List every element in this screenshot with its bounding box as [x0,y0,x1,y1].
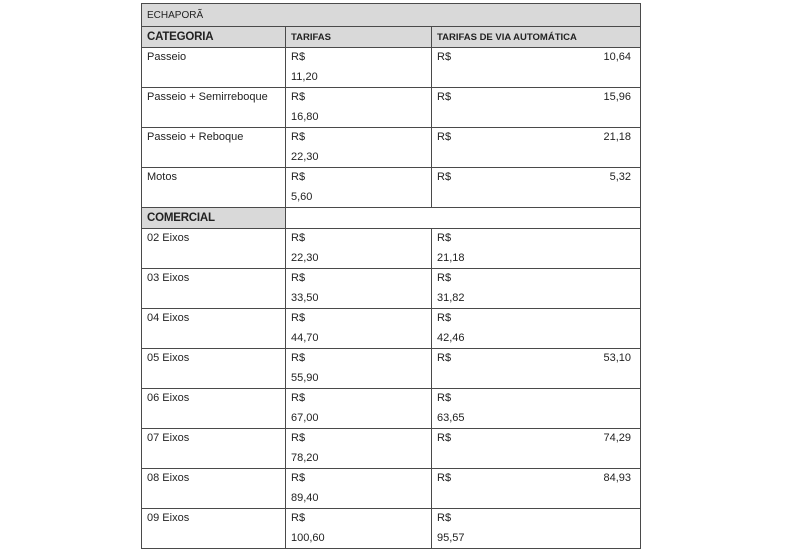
auto-tariff-value: 74,29 [603,432,631,444]
currency-label: R$ [437,171,452,183]
category-cell: Passeio [147,51,187,63]
category-cell: 02 Eixos [147,232,190,244]
currency-label: R$ [291,272,306,284]
auto-tariff-value: 21,18 [603,131,631,143]
category-header: CATEGORIA [142,27,286,48]
currency-label: R$ [437,512,452,524]
table-row [142,168,641,208]
category-cell: Passeio + Semirreboque [147,91,268,103]
category-cell: 05 Eixos [147,352,190,364]
currency-label: R$ [291,312,306,324]
title-row [142,4,641,27]
currency-label: R$ [291,171,306,183]
table-row [142,389,641,429]
currency-label: R$ [291,131,306,143]
category-cell: Motos [147,171,177,183]
table-row [142,269,641,309]
table-row [142,429,641,469]
category-cell: 04 Eixos [147,312,190,324]
tariff-value: 89,40 [291,492,319,504]
currency-label: R$ [437,91,452,103]
currency-label: R$ [437,272,452,284]
auto-tariff-value: 63,65 [437,412,465,424]
auto-tariff-value: 84,93 [603,472,631,484]
table-row [142,469,641,509]
table-row [142,88,641,128]
currency-label: R$ [437,392,452,404]
auto-tariff-value: 31,82 [437,292,465,304]
toll-tariff-table [141,3,641,549]
tariff-value: 33,50 [291,292,319,304]
currency-label: R$ [291,432,306,444]
commercial-heading: COMERCIAL [142,208,286,229]
table-row [142,229,641,269]
currency-label: R$ [437,352,452,364]
header-row [142,27,641,48]
auto-tariff-value: 21,18 [437,252,465,264]
currency-label: R$ [291,91,306,103]
currency-label: R$ [291,232,306,244]
currency-label: R$ [437,472,452,484]
category-cell: 08 Eixos [147,472,190,484]
currency-label: R$ [437,232,452,244]
table-row [142,509,641,549]
tariff-value: 67,00 [291,412,319,424]
auto-tariffs-header: TARIFAS DE VIA AUTOMÁTICA [432,27,641,48]
tariff-value: 22,30 [291,252,319,264]
auto-tariff-value: 15,96 [603,91,631,103]
category-cell: 07 Eixos [147,432,190,444]
category-cell: 09 Eixos [147,512,190,524]
tariff-value: 22,30 [291,151,319,163]
category-cell: 06 Eixos [147,392,190,404]
table-row [142,349,641,389]
currency-label: R$ [437,432,452,444]
table-title: ECHAPORÃ [142,4,641,27]
tariffs-header: TARIFAS [286,27,432,48]
tariff-value: 5,60 [291,191,313,203]
table-row [142,128,641,168]
currency-label: R$ [291,392,306,404]
table-row [142,48,641,88]
currency-label: R$ [437,131,452,143]
auto-tariff-value: 10,64 [603,51,631,63]
tariff-value: 11,20 [291,71,318,83]
currency-label: R$ [291,352,306,364]
currency-label: R$ [291,51,306,63]
currency-label: R$ [437,51,452,63]
auto-tariff-value: 53,10 [603,352,631,364]
category-cell: 03 Eixos [147,272,190,284]
currency-label: R$ [291,512,306,524]
tariff-value: 44,70 [291,332,319,344]
currency-label: R$ [291,472,306,484]
tariff-value: 16,80 [291,111,319,123]
auto-tariff-value: 95,57 [437,532,465,544]
currency-label: R$ [437,312,452,324]
table-row [142,309,641,349]
tariff-value: 78,20 [291,452,319,464]
commercial-heading-blank [286,208,641,229]
commercial-header-row [142,208,641,229]
category-cell: Passeio + Reboque [147,131,244,143]
tariff-value: 55,90 [291,372,319,384]
auto-tariff-value: 5,32 [609,171,631,183]
auto-tariff-value: 42,46 [437,332,465,344]
tariff-value: 100,60 [291,532,325,544]
